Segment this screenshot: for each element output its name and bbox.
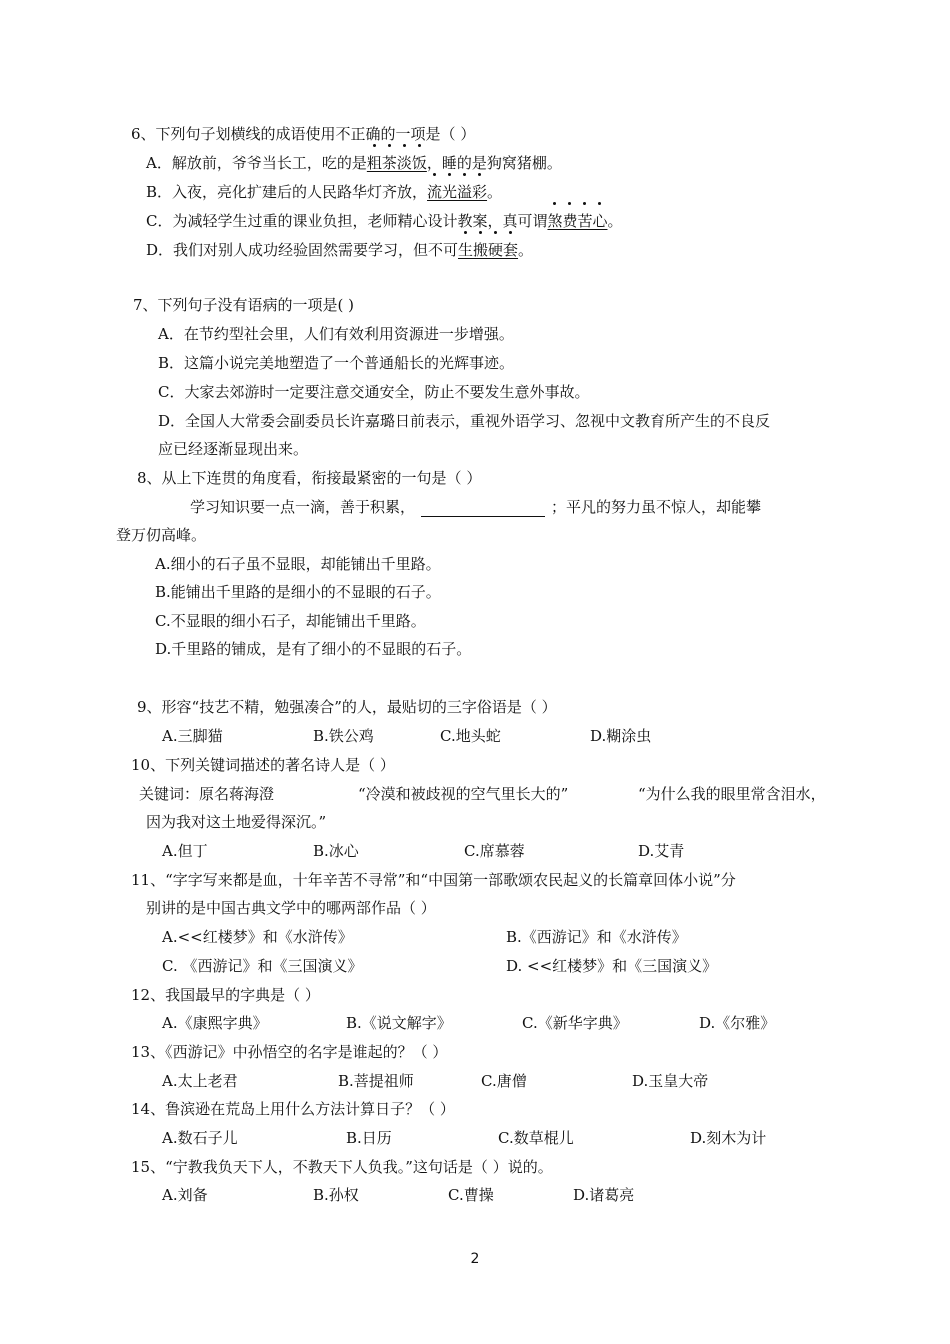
question-12-option-c: C.《新华字典》 <box>522 1014 628 1032</box>
question-6-option-b: B．入夜，亮化扩建后的人民路华灯齐放， 流光溢彩。 <box>146 182 502 202</box>
question-14-option-b: B.日历 <box>346 1129 392 1147</box>
question-12-option-d: D.《尔雅》 <box>699 1014 776 1032</box>
question-11-stem: 11、“字字写来都是血，十年辛苦不寻常”和“中国第一部歌颂农民起义的长篇章回体小说”分 <box>131 871 736 889</box>
question-8-stem: 8、从上下连贯的角度看，衔接最紧密的一句是（ ） <box>137 469 482 487</box>
question-10-keyword-2: “冷漠和被歧视的空气里长大的” <box>358 785 569 803</box>
question-6-option-c: C．为减轻学生过重的课业负担，老师精心设计教案，真可谓 煞费苦心。 <box>146 211 623 231</box>
question-13-option-a: A.太上老君 <box>162 1072 238 1090</box>
question-14-option-c: C.数草棍儿 <box>498 1129 574 1147</box>
question-10-keyword-3: “为什么我的眼里常含泪水， <box>638 785 826 803</box>
question-9-stem: 9、形容“技艺不精，勉强凑合”的人，最贴切的三字俗语是（ ） <box>137 698 557 716</box>
underlined-idiom: 煞费苦心 <box>547 211 607 231</box>
question-7-option-b: B．这篇小说完美地塑造了一个普通船长的光辉事迹。 <box>158 354 515 372</box>
question-7-option-d-cont: 应已经逐渐显现出来。 <box>158 440 309 458</box>
question-14-option-a: A.数石子儿 <box>162 1129 238 1147</box>
question-11-option-b: B.《西游记》和《水浒传》 <box>506 928 687 946</box>
question-15-option-b: B.孙权 <box>313 1186 359 1204</box>
question-9-option-b: B.铁公鸡 <box>313 727 374 745</box>
question-14-stem: 14、鲁滨逊在荒岛上用什么方法计算日子？（ ） <box>131 1100 455 1118</box>
question-15-stem: 15、“宁教我负天下人，不教天下人负我。”这句话是（ ）说的。 <box>131 1158 553 1176</box>
question-13-option-d: D.玉皇大帝 <box>632 1072 709 1090</box>
question-15-option-a: A.刘备 <box>162 1186 208 1204</box>
question-9-option-a: A.三脚猫 <box>162 727 223 745</box>
question-8-passage: 学习知识要一点一滴，善于积累， ；平凡的努力虽不惊人，却能攀 <box>190 498 762 516</box>
question-7-option-c: C．大家去郊游时一定要注意交通安全，防止不要发生意外事故。 <box>158 383 590 401</box>
question-7-stem: 7、下列句子没有语病的一项是( ) <box>133 296 355 314</box>
question-8-option-b: B.能铺出千里路的是细小的不显眼的石子。 <box>155 583 441 601</box>
question-13-option-c: C.唐僧 <box>481 1072 527 1090</box>
question-13-option-b: B.菩提祖师 <box>338 1072 414 1090</box>
question-10-option-c: C.席慕蓉 <box>464 842 525 860</box>
underlined-idiom: 流光溢彩 <box>427 182 487 202</box>
question-8-option-d: D.千里路的铺成，是有了细小的不显眼的石子。 <box>155 640 472 658</box>
page-number: 2 <box>470 1251 480 1267</box>
underlined-idiom: 生搬硬套 <box>458 240 518 260</box>
question-12-option-b: B.《说文解字》 <box>346 1014 452 1032</box>
question-11-option-d: D. <<红楼梦》和《三国演义》 <box>506 957 718 975</box>
question-7-option-d: D．全国人大常委会副委员长许嘉璐日前表示，重视外语学习、忽视中文教育所产生的不良反 <box>158 412 771 430</box>
question-7-option-a: A．在节约型社会里，人们有效利用资源进一步增强。 <box>158 325 514 343</box>
question-6-option-a: A．解放前，爷爷当长工，吃的是 粗茶淡饭，睡的是狗窝猪棚。 <box>146 153 562 173</box>
question-15-option-d: D.诸葛亮 <box>573 1186 635 1204</box>
question-8-option-a: A.细小的石子虽不显眼，却能铺出千里路。 <box>155 555 441 573</box>
question-10-option-d: D.艾青 <box>638 842 685 860</box>
question-6-option-d: D．我们对别人成功经验固然需要学习，但不可 生搬硬套。 <box>146 240 533 260</box>
question-11-option-c: C. 《西游记》和《三国演义》 <box>162 957 363 975</box>
answer-blank[interactable] <box>421 500 545 517</box>
question-11-option-a: A.<<红楼梦》和《水浒传》 <box>162 928 353 946</box>
question-6-stem: 6、下列句子划横线的成语使用不正确的一项是（ ） <box>131 125 476 143</box>
question-10-option-a: A.但丁 <box>162 842 208 860</box>
question-13-stem: 13、《西游记》中孙悟空的名字是谁起的？（ ） <box>131 1043 448 1061</box>
question-15-option-c: C.曹操 <box>448 1186 494 1204</box>
question-8-option-c: C.不显眼的细小石子，却能铺出千里路。 <box>155 612 426 630</box>
question-14-option-d: D.刻木为计 <box>690 1129 767 1147</box>
question-8-passage-cont: 登万仞高峰。 <box>116 526 207 544</box>
underlined-idiom: 粗茶淡饭 <box>367 153 427 173</box>
question-12-stem: 12、我国最早的字典是（ ） <box>131 986 320 1004</box>
question-10-option-b: B.冰心 <box>313 842 359 860</box>
question-9-option-d: D.糊涂虫 <box>590 727 652 745</box>
question-12-option-a: A.《康熙字典》 <box>162 1014 268 1032</box>
question-9-option-c: C.地头蛇 <box>440 727 501 745</box>
question-10-stem: 10、下列关键词描述的著名诗人是（ ） <box>131 756 395 774</box>
question-10-keyword-3-cont: 因为我对这土地爱得深沉。” <box>146 813 327 831</box>
question-10-keyword-1: 关键词：原名蒋海澄 <box>139 785 275 803</box>
question-11-stem-cont: 别讲的是中国古典文学中的哪两部作品（ ） <box>146 899 436 917</box>
